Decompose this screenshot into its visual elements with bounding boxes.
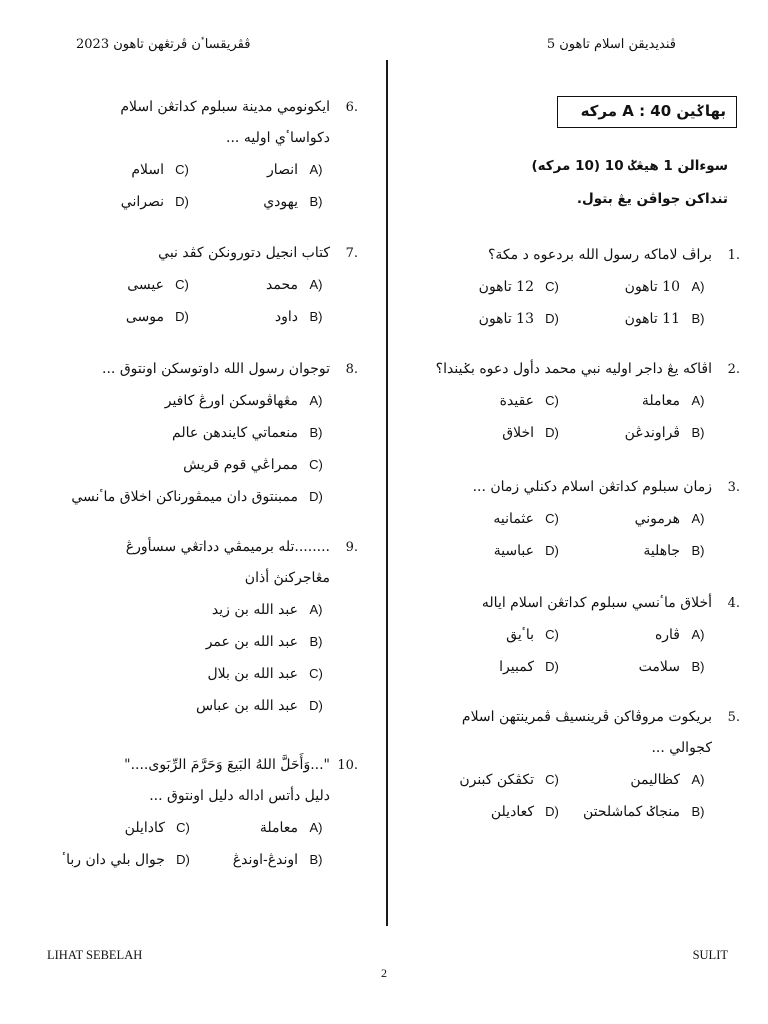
- column-divider: [386, 60, 388, 926]
- option-letter: D): [176, 852, 190, 867]
- question-text: توجوان رسول الله داوتوسكن اونتوق ...: [102, 361, 330, 377]
- option-item[interactable]: [566, 417, 712, 449]
- option-letter: B): [691, 543, 705, 558]
- question-number: 10.: [337, 758, 358, 773]
- option-letter: A): [691, 511, 705, 526]
- option-item[interactable]: [196, 269, 330, 301]
- question-text: كجوالي ...: [651, 740, 712, 756]
- option-text: معاملة: [259, 820, 298, 836]
- option-text: ممبنتوق دان ميمڤورناكن اخلاق ماٴنسي: [71, 489, 298, 505]
- option-text: ممراڠي قوم قريش: [183, 457, 298, 473]
- question-number: 5.: [727, 710, 740, 725]
- question-8: [62, 354, 358, 513]
- question-4: [420, 588, 740, 683]
- question-text: براڤ لاماكه رسول الله بردعوه د مكة؟: [487, 247, 712, 263]
- option-item[interactable]: [197, 812, 330, 844]
- option-letter: B): [691, 425, 705, 440]
- option-text: انصار: [267, 162, 298, 178]
- option-text: 12 تاهون: [478, 279, 534, 295]
- header-right: ڤندیديقن اسلام تاهون 5: [546, 37, 676, 52]
- option-letter: C): [545, 772, 559, 787]
- option-item[interactable]: [420, 796, 566, 828]
- option-text: 13 تاهون: [478, 311, 534, 327]
- option-letter: D): [545, 804, 559, 819]
- option-text: معاملة: [641, 393, 680, 409]
- question-10: [62, 750, 358, 876]
- option-letter: A): [691, 279, 705, 294]
- option-text: باٴيق: [506, 627, 534, 643]
- option-item[interactable]: [566, 303, 712, 335]
- option-letter: D): [545, 311, 559, 326]
- option-letter: D): [545, 659, 559, 674]
- option-item[interactable]: [566, 764, 712, 796]
- option-text: اسلام: [131, 162, 164, 178]
- question-3: [420, 472, 740, 567]
- option-text: داود: [274, 309, 298, 325]
- option-item[interactable]: [62, 301, 196, 333]
- option-text: عبد الله بن عباس: [195, 698, 298, 714]
- option-text: كعاديلن: [490, 804, 534, 820]
- question-text: أخلاق ماٴنسي سبلوم كداتڠن اسلام اياله: [481, 595, 712, 611]
- option-text: هرموني: [634, 511, 680, 527]
- header-left: ڤڤريقساٴن ڤرتڠهن تاهون 2023: [76, 37, 251, 52]
- option-letter: D): [309, 489, 323, 504]
- option-letter: D): [175, 309, 189, 324]
- question-text: مڠاجركنڽ أذان: [244, 570, 330, 586]
- options-list: [420, 385, 740, 449]
- option-letter: C): [309, 666, 323, 681]
- option-item[interactable]: [566, 651, 712, 683]
- page-number: 2: [381, 966, 387, 980]
- option-item[interactable]: [62, 658, 330, 690]
- option-item[interactable]: [62, 417, 330, 449]
- option-letter: A): [309, 602, 323, 617]
- question-number: 3.: [727, 480, 740, 495]
- option-text: عيسى: [127, 277, 164, 293]
- options-list: [62, 269, 358, 333]
- option-item[interactable]: [62, 690, 330, 722]
- option-letter: C): [175, 162, 189, 177]
- options-list: [420, 619, 740, 683]
- option-item[interactable]: [420, 619, 566, 651]
- section-box: بهاݢين A : 40 مركه: [557, 96, 737, 128]
- options-list: [62, 594, 358, 722]
- option-letter: C): [545, 511, 559, 526]
- option-item[interactable]: [62, 186, 196, 218]
- option-letter: B): [309, 194, 323, 209]
- question-text: بريكوت مروڤاكن ڤرينسيڤ ڤمرينتهن اسلام: [461, 709, 712, 725]
- question-9: [62, 532, 358, 722]
- option-text: تكڤكن كبنرن: [459, 772, 534, 788]
- option-text: اخلاق: [502, 425, 534, 441]
- option-item[interactable]: [420, 535, 566, 567]
- option-item[interactable]: [62, 269, 196, 301]
- option-text: نصراني: [120, 194, 164, 210]
- option-item[interactable]: [62, 594, 330, 626]
- option-text: اوندڠ-اوندڠ: [232, 852, 298, 868]
- options-list: [420, 503, 740, 567]
- option-text: يهودي: [263, 194, 298, 210]
- question-2: [420, 354, 740, 449]
- option-item[interactable]: [62, 844, 197, 876]
- question-number: 4.: [727, 596, 740, 611]
- question-text: اڤاكه يڠ داجر اوليه نبي محمد دأول دعوه بݢيندا؟: [435, 361, 712, 377]
- option-text: 11 تاهون: [624, 311, 680, 327]
- question-number: 8.: [345, 362, 358, 377]
- option-letter: A): [309, 393, 323, 408]
- question-text: دكواساٴي اوليه ...: [226, 130, 330, 146]
- question-number: 6.: [345, 100, 358, 115]
- option-letter: A): [691, 393, 705, 408]
- question-text: ايكونومي مدينة سبلوم كداتڠن اسلام: [120, 99, 330, 115]
- option-text: عبد الله بن زيد: [211, 602, 298, 618]
- option-letter: D): [545, 425, 559, 440]
- option-letter: C): [545, 627, 559, 642]
- option-letter: D): [545, 543, 559, 558]
- option-letter: A): [691, 627, 705, 642]
- option-letter: B): [309, 309, 323, 324]
- option-item[interactable]: [566, 535, 712, 567]
- footer-right: SULIT: [692, 948, 728, 962]
- option-text: عباسية: [493, 543, 534, 559]
- option-item[interactable]: [566, 271, 712, 303]
- option-letter: D): [309, 698, 323, 713]
- option-letter: A): [309, 277, 323, 292]
- option-item[interactable]: [62, 626, 330, 658]
- option-letter: B): [691, 659, 705, 674]
- option-letter: C): [176, 820, 190, 835]
- option-item[interactable]: [566, 796, 712, 828]
- question-1: [420, 240, 740, 335]
- footer-left: LIHAT SEBELAH: [47, 948, 143, 962]
- question-text: "...وَأَحَلَّ اللهُ البَيعَ وَحَرَّمَ الرِّبَوى....": [124, 757, 330, 773]
- option-text: منجاݢ كماشلحتن: [583, 804, 680, 820]
- option-text: مڠهاڤوسكن اورڠ كافير: [164, 393, 298, 409]
- option-text: 10 تاهون: [624, 279, 680, 295]
- option-text: عقيدة: [499, 393, 534, 409]
- option-text: جوال بلي دان رباٴ: [62, 852, 165, 868]
- option-item[interactable]: [420, 385, 566, 417]
- options-list: [62, 812, 358, 876]
- option-item[interactable]: [196, 154, 330, 186]
- question-text: دليل دأتس اداله دليل اونتوق ...: [149, 788, 330, 804]
- option-letter: A): [309, 162, 323, 177]
- option-letter: B): [691, 311, 705, 326]
- question-5: [420, 702, 740, 828]
- option-text: منعماتي كايندهن عالم: [172, 425, 298, 441]
- option-item[interactable]: [420, 303, 566, 335]
- option-text: ڤاره: [654, 627, 680, 643]
- option-text: كادايلن: [124, 820, 165, 836]
- option-item[interactable]: [197, 844, 330, 876]
- question-number: 2.: [727, 362, 740, 377]
- option-item[interactable]: [420, 651, 566, 683]
- question-7: [62, 238, 358, 333]
- option-text: محمد: [266, 277, 298, 293]
- option-item[interactable]: [62, 385, 330, 417]
- option-item[interactable]: [420, 271, 566, 303]
- option-item[interactable]: [420, 764, 566, 796]
- option-text: سلامت: [638, 659, 680, 675]
- option-item[interactable]: [420, 503, 566, 535]
- question-number: 7.: [345, 246, 358, 261]
- section-title: سوءالن 1 هيڠݢ 10 (10 مركه): [531, 158, 728, 174]
- option-text: ڤراوندڠن: [624, 425, 680, 441]
- option-letter: B): [309, 634, 323, 649]
- option-item[interactable]: [566, 503, 712, 535]
- option-letter: A): [309, 820, 323, 835]
- option-item[interactable]: [566, 385, 712, 417]
- options-list: [420, 271, 740, 335]
- section-instruction: تنداكن جواڤن يڠ بتول.: [576, 191, 728, 207]
- option-item[interactable]: [420, 417, 566, 449]
- option-letter: C): [545, 279, 559, 294]
- option-text: كمبيرا: [499, 659, 534, 675]
- option-letter: D): [175, 194, 189, 209]
- option-item[interactable]: [566, 619, 712, 651]
- option-letter: A): [691, 772, 705, 787]
- option-item[interactable]: [196, 301, 330, 333]
- question-text: كتاب انجيل دتورونكن كڤد نبي: [158, 245, 330, 261]
- option-text: عثمانيه: [493, 511, 534, 527]
- option-item[interactable]: [62, 154, 196, 186]
- option-text: عبد الله بن عمر: [205, 634, 298, 650]
- option-item[interactable]: [62, 812, 197, 844]
- options-list: [62, 385, 358, 513]
- option-text: جاهلية: [643, 543, 680, 559]
- option-letter: B): [691, 804, 705, 819]
- option-text: كظاليمن: [630, 772, 680, 788]
- option-letter: C): [309, 457, 323, 472]
- option-letter: B): [309, 852, 323, 867]
- question-6: [62, 92, 358, 218]
- option-text: موسى: [125, 309, 164, 325]
- question-number: 1.: [727, 248, 740, 263]
- option-letter: C): [545, 393, 559, 408]
- options-list: [420, 764, 740, 828]
- options-list: [62, 154, 358, 218]
- option-item[interactable]: [196, 186, 330, 218]
- option-letter: C): [175, 277, 189, 292]
- question-number: 9.: [345, 540, 358, 555]
- question-text: زمان سبلوم كداتڠن اسلام دکنلي زمان ...: [472, 479, 712, 495]
- option-item[interactable]: [62, 481, 330, 513]
- option-text: عبد الله بن بلال: [207, 666, 298, 682]
- option-item[interactable]: [62, 449, 330, 481]
- option-letter: B): [309, 425, 323, 440]
- question-text: ........تله برمیمڤي دداتڠي سسأورڠ: [125, 539, 330, 555]
